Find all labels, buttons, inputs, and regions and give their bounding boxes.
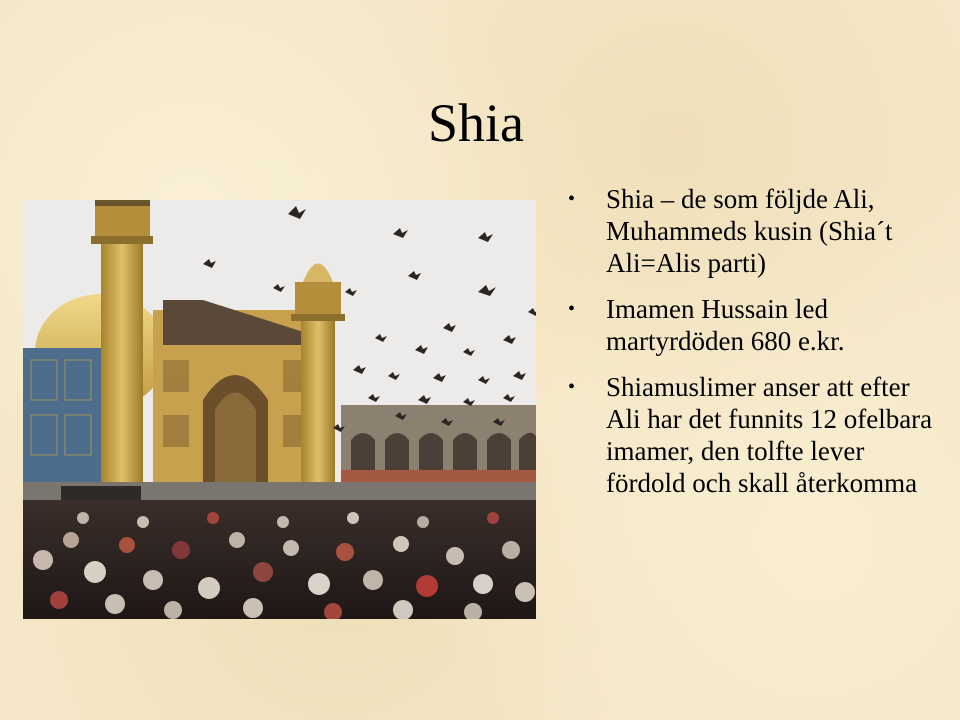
- bullet-list: [566, 183, 946, 513]
- bullet-item: [566, 371, 946, 499]
- bullet-marker: •: [568, 376, 576, 398]
- shrine-photo: [23, 200, 536, 619]
- bullet-text: Imamen Hussain led martyrdöden 680 e.kr.: [606, 294, 845, 356]
- bullet-marker: •: [568, 298, 576, 320]
- bullet-item: [566, 293, 946, 357]
- minaret-right: [301, 318, 335, 500]
- slide-title: Shia: [428, 93, 525, 153]
- minaret-left: [101, 240, 143, 500]
- bullet-marker: •: [568, 188, 576, 210]
- bullet-text: Shiamuslimer anser att efter Ali har det funnits 12 ofelbara imamer, den tolfte lever fördold och skall återkomma: [606, 372, 933, 498]
- bullet-item: [566, 183, 946, 279]
- bullet-text: Shia – de som följde Ali, Muhammeds kusin (Shia´t Ali=Alis parti): [606, 184, 893, 278]
